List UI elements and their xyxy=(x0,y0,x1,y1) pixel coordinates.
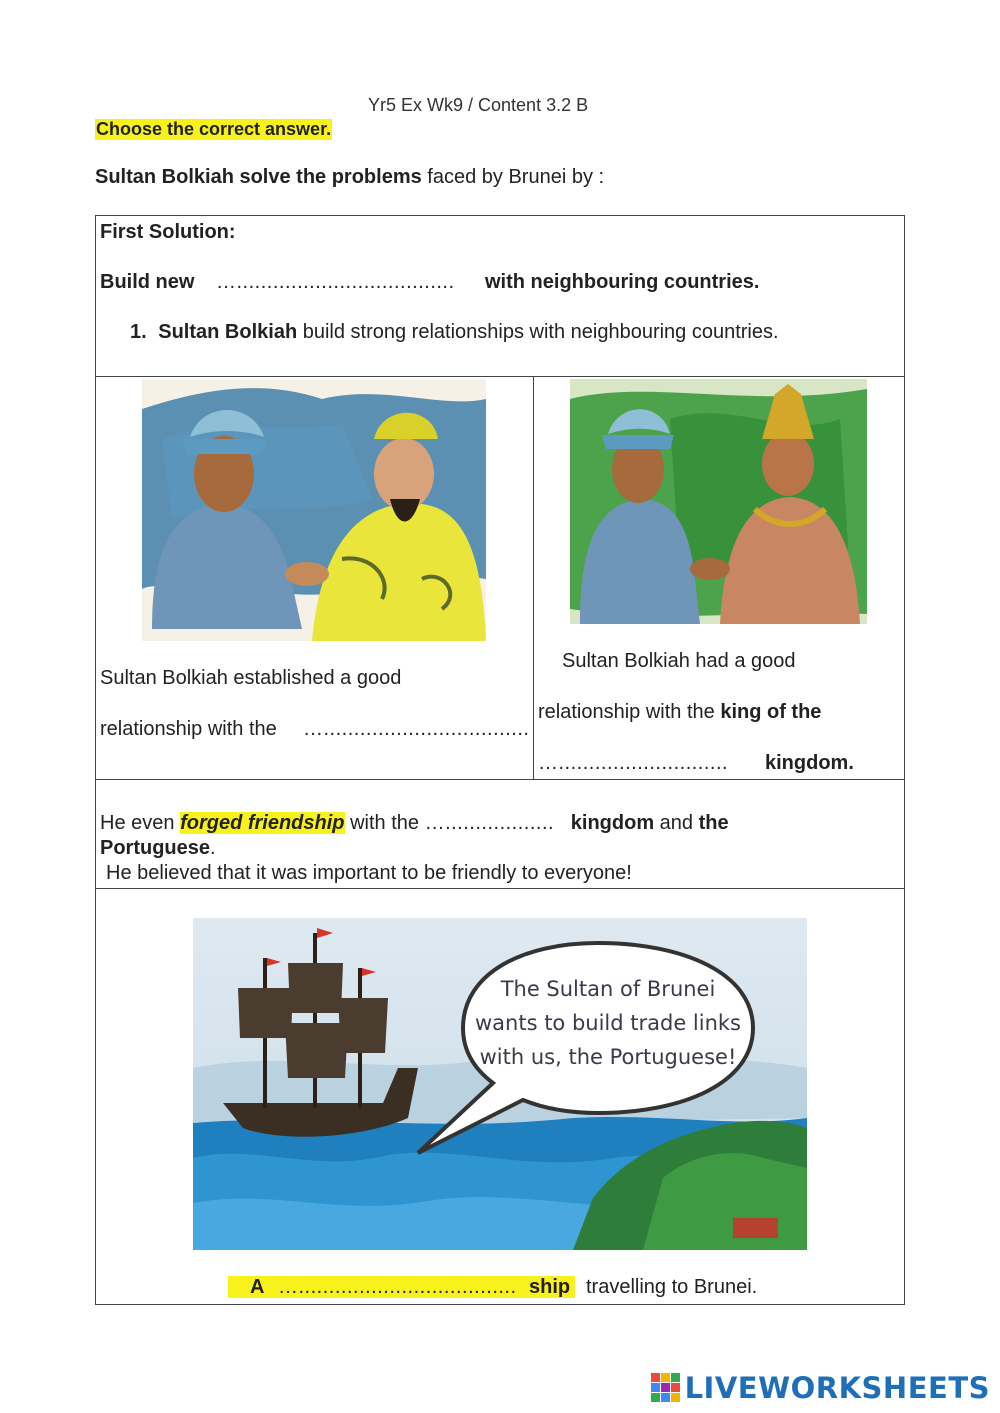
caption-rest: travelling to Brunei. xyxy=(586,1276,758,1298)
table-divider-1 xyxy=(95,376,905,377)
logo-text: LIVEWORKSHEETS xyxy=(684,1371,990,1405)
right-panel-line1: Sultan Bolkiah had a good xyxy=(562,650,796,672)
list-number: 1. xyxy=(130,321,147,343)
instruction-text: Choose the correct answer. xyxy=(96,119,332,139)
intro-rest: faced by Brunei by : xyxy=(421,166,605,188)
bubble-line1: The Sultan of Brunei xyxy=(500,977,716,1001)
table-column-divider xyxy=(533,376,534,779)
right-panel-line2-plain: relationship with the xyxy=(538,701,721,723)
document-code: Yr5 Ex Wk9 / Content 3.2 B xyxy=(368,95,589,115)
envoy-emperor-illustration xyxy=(142,379,486,641)
liveworksheets-logo[interactable] xyxy=(651,1371,990,1405)
friendship-and: and xyxy=(654,812,699,834)
friendship-kingdom: kingdom xyxy=(570,812,655,834)
friendship-highlight: forged friendship xyxy=(180,812,345,834)
right-panel-line2 xyxy=(538,701,821,724)
right-panel-end: kingdom. xyxy=(765,752,854,774)
friendship-mid: with the xyxy=(344,812,425,834)
caption-blank[interactable]: ….................................... xyxy=(278,1276,517,1298)
bubble-line3: with us, the Portuguese! xyxy=(479,1045,737,1069)
friendship-the: the xyxy=(698,812,729,834)
right-panel-blank[interactable]: …............................ xyxy=(538,752,729,774)
intro-sentence xyxy=(95,166,604,189)
envoy-king-illustration xyxy=(570,379,867,624)
table-divider-2 xyxy=(95,779,905,780)
build-new-blank[interactable]: ….................................... xyxy=(216,271,455,293)
caption-ship: ship xyxy=(529,1276,571,1298)
neighbours-label: with neighbouring countries. xyxy=(485,271,760,293)
first-solution-title: First Solution: xyxy=(100,221,236,243)
caption-a: A xyxy=(250,1276,265,1298)
build-new-label: Build new xyxy=(100,271,195,293)
friendship-paragraph xyxy=(100,811,890,886)
list-bold: Sultan Bolkiah xyxy=(158,321,298,343)
logo-grid-icon xyxy=(651,1373,681,1403)
list-rest: build strong relationships with neighbouring countries. xyxy=(297,321,779,343)
portuguese-ship-illustration xyxy=(193,918,807,1250)
friendship-blank[interactable]: ….................. xyxy=(424,812,555,834)
intro-bold: Sultan Bolkiah solve the problems xyxy=(95,166,422,188)
right-panel-line2-bold: king of the xyxy=(720,701,822,723)
friendship-pre: He even xyxy=(100,812,181,834)
bubble-line2: wants to build trade links xyxy=(474,1011,742,1035)
list-item-1 xyxy=(130,321,779,344)
friendship-period: . xyxy=(210,837,216,859)
left-panel-line1: Sultan Bolkiah established a good xyxy=(100,667,402,689)
friendship-belief: He believed that it was important to be friendly to everyone! xyxy=(106,862,632,884)
left-panel-line2: relationship with the xyxy=(100,718,277,740)
table-divider-3 xyxy=(95,888,905,889)
friendship-portuguese: Portuguese xyxy=(100,837,211,859)
left-panel-blank[interactable]: ….................................. xyxy=(303,718,530,740)
